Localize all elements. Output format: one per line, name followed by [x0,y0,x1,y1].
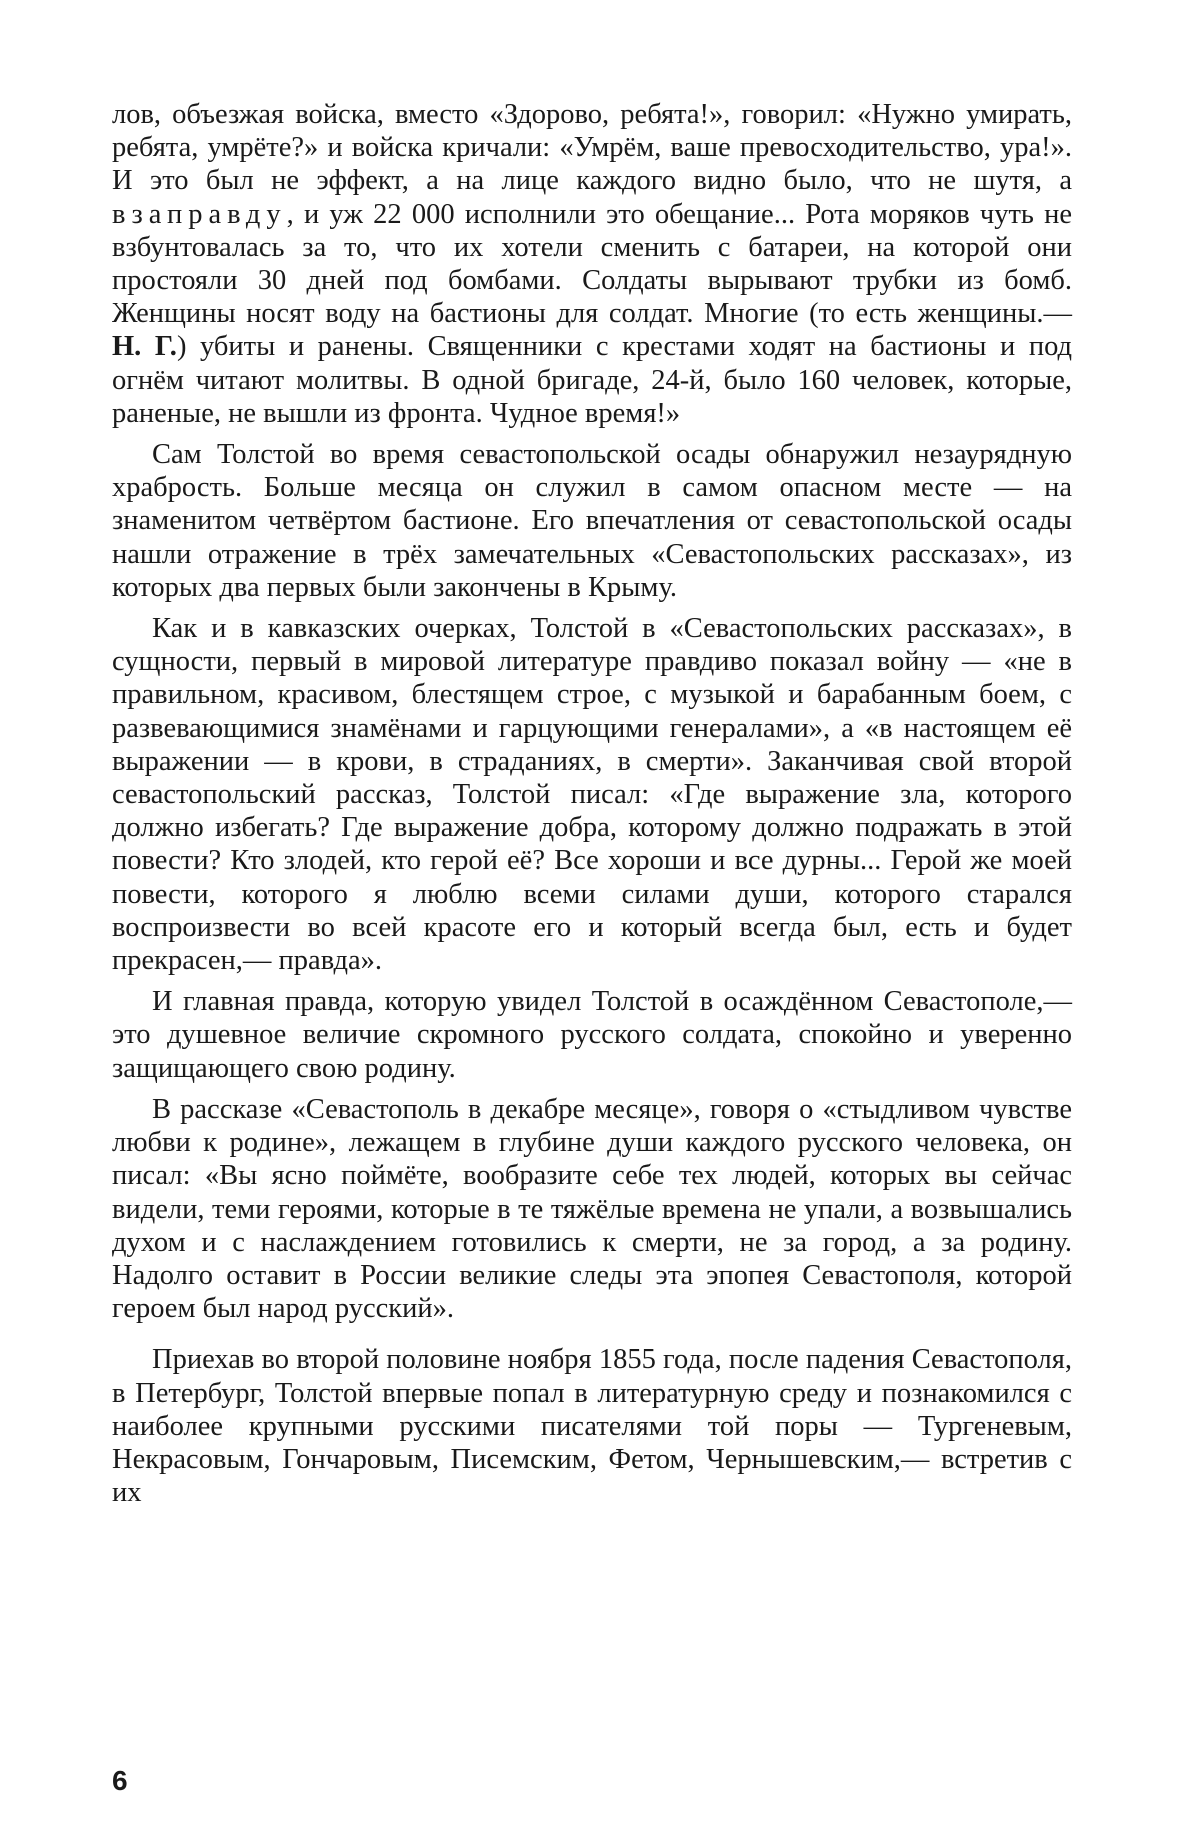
paragraph-5: В рассказе «Севастополь в декабре месяце», говоря о «стыдливом чувстве любви к родине», лежащем в глубине души каждого русского человека, он писал: «Вы ясно поймёте, вообразите себе тех людей, которых вы сейчас видели, теми героями, которые в те тяжёлые времена не упали, а возвышались духом и с наслаждением готовились к смерти, не за город, а за родину. Надолго оставит в России великие следы эта эпопея Севастополя, которой героем был народ русский». [112,1093,1072,1325]
paragraph-6: Приехав во второй половине ноября 1855 года, после падения Севастополя, в Петербург, Толстой впервые попал в литературную среду и познакомился с наиболее крупными русскими писателями той поры — Тургеневым, Некрасовым, Гончаровым, Писемским, Фетом, Чернышевским,— встретив с их [112,1344,1072,1509]
paragraph-2: Сам Толстой во время севастопольской осады обнаружил незаурядную храбрость. Больше месяца он служил в самом опасном месте — на знаменитом четвёртом бастионе. Его впечатления от севастопольской осады нашли отражение в трёх замечательных «Севастопольских рассказах», из которых два первых были закончены в Крыму. [112,439,1072,603]
paragraph-1-part-1: лов, объезжая войска, вместо «Здорово, ребята!», говорил: «Нужно умирать, ребята, умрёте?» и войска кричали: «Умрём, ваше превосходительство, ура!». И это был не эффект, а на лице каждого видно было, что не шутя, а [112,99,1072,197]
page-number: 6 [112,1765,128,1796]
paragraph-4: И главная правда, которую увидел Толстой в осаждённом Севастополе,— это душевное величие скромного русского солдата, спокойно и уверенно защищающего свою родину. [112,986,1072,1084]
paragraph-1-part-5: ) убиты и ранены. Священники с крестами ходят на бастионы и под огнём читают молитвы. В одной бригаде, 24-й, было 160 человек, которые, раненые, не вышли из фронта. Чудное время!» [112,331,1073,429]
paragraph-1-part-3: , и уж 22 000 исполнили это обещание... Рота моряков чуть не взбунтовалась за то, что их хотели сменить с батареи, на которой они простояли 30 дней под бомбами. Солдаты вырывают трубки из бомб. Женщины носят воду на бастионы для солдат. Многие (то есть женщины.— [112,198,1072,330]
page-body [112,98,1072,1509]
paragraph-1 [112,98,1072,430]
spaced-emphasis: взаправду [112,198,287,230]
paragraph-3: Как и в кавказских очерках, Толстой в «Севастопольских рассказах», в сущности, первый в мировой литературе правдиво показал войну — «не в правильном, красивом, блестящем строе, с музыкой и барабанным боем, с развевающимися знамёнами и гарцующими генералами», а «в настоящем её выражении — в крови, в страданиях, в смерти». Заканчивая свой второй севастопольский рассказ, Толстой писал: «Где выражение зла, которого должно избегать? Где выражение добра, которому должно подражать в этой повести? Кто злодей, кто герой её? Все хороши и все дурны... Герой же моей повести, которого я люблю всеми силами души, которого старался воспроизвести во всей красоте его и который всегда был, есть и будет прекрасен,— правда». [112,613,1072,977]
editor-initials: Н. Г. [112,331,177,363]
